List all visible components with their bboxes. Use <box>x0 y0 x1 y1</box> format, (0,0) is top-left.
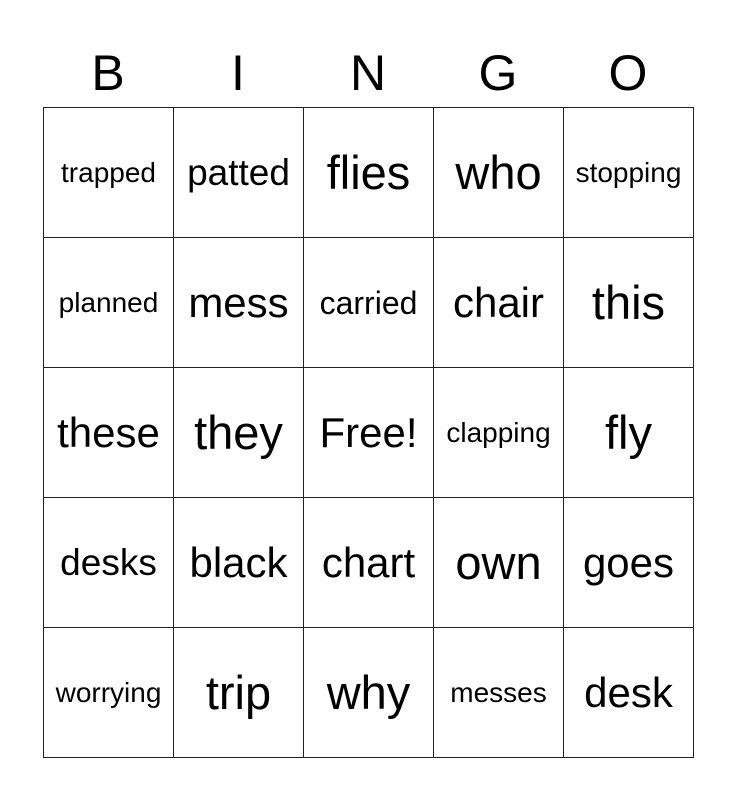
header-letter-g: G <box>478 45 518 101</box>
bingo-cell[interactable]: desk <box>564 628 694 758</box>
bingo-cell[interactable]: worrying <box>44 628 174 758</box>
bingo-cell[interactable]: chart <box>304 498 434 628</box>
bingo-cell[interactable]: fly <box>564 368 694 498</box>
bingo-cell[interactable]: messes <box>434 628 564 758</box>
bingo-cell[interactable]: black <box>174 498 304 628</box>
bingo-cell[interactable]: flies <box>304 108 434 238</box>
header-letter-b: B <box>91 45 125 101</box>
bingo-cell[interactable]: why <box>304 628 434 758</box>
bingo-cell[interactable]: this <box>564 238 694 368</box>
bingo-cell[interactable]: trip <box>174 628 304 758</box>
bingo-cell[interactable]: stopping <box>564 108 694 238</box>
bingo-cell[interactable]: trapped <box>44 108 174 238</box>
bingo-cell[interactable]: patted <box>174 108 304 238</box>
bingo-cell[interactable]: carried <box>304 238 434 368</box>
bingo-cell[interactable]: who <box>434 108 564 238</box>
free-space-cell[interactable]: Free! <box>304 368 434 498</box>
bingo-board <box>43 107 694 758</box>
header-letter-i: I <box>231 45 245 101</box>
header-letter-n: N <box>349 45 387 101</box>
bingo-cell[interactable]: goes <box>564 498 694 628</box>
bingo-cell[interactable]: clapping <box>434 368 564 498</box>
bingo-cell[interactable]: planned <box>44 238 174 368</box>
bingo-cell[interactable]: mess <box>174 238 304 368</box>
bingo-cell[interactable]: desks <box>44 498 174 628</box>
bingo-cell[interactable]: these <box>44 368 174 498</box>
bingo-header <box>43 42 693 104</box>
bingo-cell[interactable]: chair <box>434 238 564 368</box>
bingo-cell[interactable]: own <box>434 498 564 628</box>
bingo-cell[interactable]: they <box>174 368 304 498</box>
header-letter-o: O <box>608 45 648 101</box>
